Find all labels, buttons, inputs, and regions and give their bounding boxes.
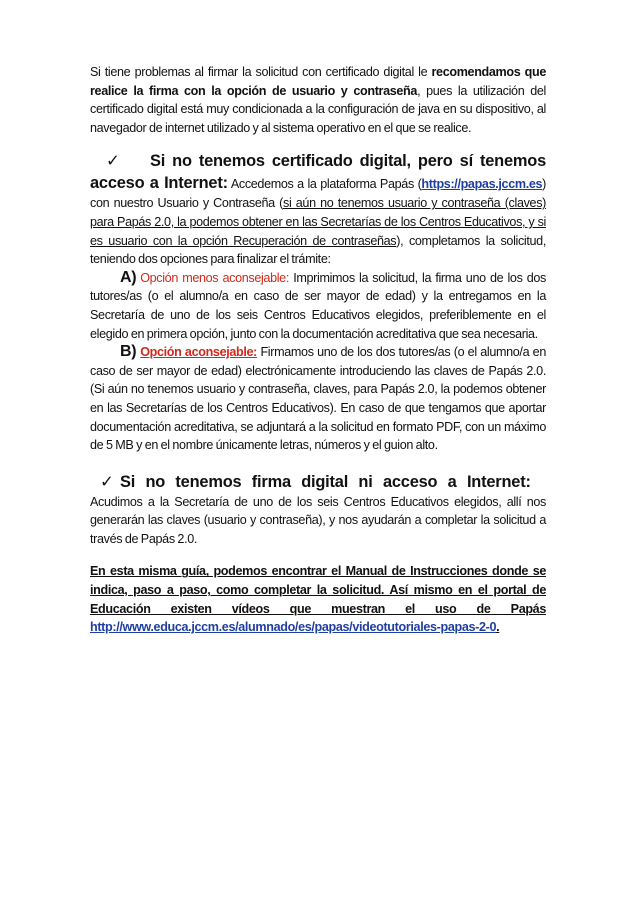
option-b-text: Firmamos uno de los dos tutores/as (o el alumno/a en caso de ser mayor de edad) electrónicamente introduciendo las claves de Papás 2.0. (Si aún no tenemos usuario y contraseña, claves, para Papás 2.0, la podemos obtener en las Secretarías de los Centros Educativos). En caso de que tengamos que aportar documentación acreditativa, se adjuntará a la solicitud en formato PDF, con un máximo de 5 MB y en el nombre únicamente letras, números y el guion alto. (90, 345, 546, 453)
intro-text-end: , pues la utilización del certificado digital está muy condicionada a la configuración de java en su dispositivo, al navegador de internet utilizado y al sistema operativo en el que se realice. (90, 83, 547, 135)
check-icon: ✓ (100, 472, 114, 491)
option-a-letter: A) (120, 268, 137, 286)
final-period: . (496, 620, 500, 635)
section-no-internet-text: Acudimos a la Secretaría de uno de los seis Centros Educativos elegidos, allí nos generarán las claves (usuario y contraseña), y nos ayudarán a completar la solicitud a través de Papás 2.0. (90, 494, 546, 546)
document-page (90, 63, 546, 637)
option-b (90, 343, 546, 455)
option-a-text: Imprimimos la solicitud, la firma uno de los dos tutores/as (o el alumno/a en caso de ser mayor de edad) y la entregamos en la Secretaría de uno de los seis Centros Educativos elegidos, preferiblemente en el elegido en primera opción, junto con la documentación acreditativa que sea necesaria. (90, 270, 547, 341)
intro-paragraph (90, 63, 546, 137)
videotutoriales-link[interactable]: http://www.educa.jccm.es/alumnado/es/papas/videotutoriales-papas-2-0 (90, 620, 497, 635)
section-underlined-text: si aún no tenemos usuario y contraseña (claves) para Papás 2.0, la podemos obtener en las Secretarías de los Centros Educativos, y si es usuario con la opción Recuperación de contraseñas (90, 196, 546, 248)
intro-recommendation: recomendamos que realice la firma con la opción de usuario y contraseña (90, 65, 546, 98)
section-heading-text: Si no tenemos firma digital ni acceso a Internet: (120, 472, 531, 491)
option-a (90, 269, 546, 343)
final-text: En esta misma guía, podemos encontrar el Manual de Instrucciones donde se indica, paso a paso, como completar la solicitud. Así mismo en el portal de Educación existen vídeos que muestran el uso de Papás (90, 564, 546, 616)
option-b-label: Opción aconsejable: (140, 345, 258, 360)
section-text: Accedemos a la plataforma Papás ( (227, 177, 422, 192)
option-b-letter: B) (120, 343, 137, 361)
section-text: ), completamos la solicitud, teniendo dos opciones para finalizar el trámite: (90, 233, 546, 267)
final-paragraph (90, 562, 546, 636)
section-heading-no-internet (90, 471, 546, 493)
section-heading-text: Si no tenemos certificado digital, pero sí tenemos acceso a Internet: (90, 152, 546, 193)
intro-text: Si tiene problemas al firmar la solicitud con certificado digital le (90, 65, 432, 79)
option-a-label: Opción menos aconsejable: (140, 270, 289, 285)
check-icon: ✓ (106, 152, 120, 171)
papas-link[interactable]: https://papas.jccm.es (421, 177, 543, 192)
section-text: ) con nuestro Usuario y Contraseña ( (90, 177, 547, 211)
section-with-internet (90, 150, 546, 268)
